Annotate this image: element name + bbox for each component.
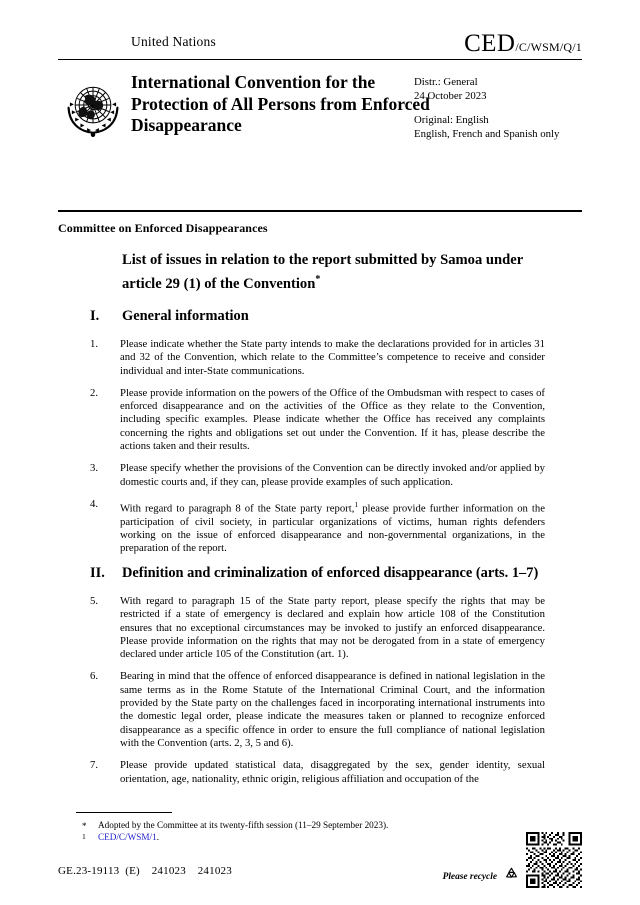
distribution-spacer (414, 103, 604, 114)
available-languages: English, French and Spanish only (414, 127, 560, 140)
paragraph (90, 759, 545, 786)
paragraph-text: With regard to paragraph 15 of the State party report, please specify the rights that may be restricted if a state of emergency is declared and explain how article 108 of the Constitution ensures that no exceptional circumstances may be invoked to justify an enforced disappearance. Please provide information on the rights that may not be derogated from in a state of emergency declared under article 105 of the Constitution (art. 1). (120, 595, 545, 661)
recycle-icon (503, 866, 520, 888)
paragraph (90, 387, 545, 453)
page-title (122, 251, 542, 294)
convention-title: International Convention for the Protection of All Persons from Enforced Disappearance (131, 72, 430, 135)
paragraph-text: Please specify whether the provisions of the Convention can be directly invoked and/or applied by domestic courts and, if they can, please provide examples of such application. (120, 462, 545, 488)
paragraph-number: 3. (90, 462, 99, 475)
paragraph (90, 670, 545, 750)
un-emblem-icon (60, 76, 126, 142)
section-heading-text: General information (122, 308, 249, 324)
recycle-notice (443, 866, 520, 888)
footnote-mark: * (82, 821, 87, 831)
footnote-item (76, 819, 546, 831)
document-symbol (464, 30, 582, 58)
paragraph (90, 498, 545, 556)
section-heading (90, 307, 545, 326)
footnote-text: Adopted by the Committee at its twenty-fifth session (11–29 September 2023). (98, 820, 389, 830)
page-title-text: List of issues in relation to the report submitted by Samoa under article 29 (1) of the Convention (122, 252, 523, 292)
paragraph-text: Please indicate whether the State party intends to make the declarations provided for in articles 31 and 32 of the Convention, which relate to the Committee’s competence to receive and consider individual and inter-State communications. (120, 338, 545, 377)
paragraph-number: 7. (90, 759, 99, 772)
paragraph (90, 462, 545, 489)
document-symbol-prefix: CED (464, 30, 516, 57)
qr-code (526, 832, 582, 888)
paragraph-text-part-1: With regard to paragraph 8 of the State party report, (120, 502, 355, 515)
footnote-reference: 1 (354, 499, 359, 509)
committee-name: Committee on Enforced Disappearances (58, 221, 268, 235)
header-divider-thick (58, 210, 582, 212)
paragraph-number: 6. (90, 670, 99, 683)
document-date: 24 October 2023 (414, 89, 487, 102)
paragraph-text: Please provide information on the powers of the Office of the Ombudsman with respect to cases of enforced disappearance and on the activities of the Office as they relate to the Convention, including specific examples. Please indicate whether the Office has received any complaints concerning the rights and obligations set out under the Convention. If it has, please describe the actions taken and their results. (120, 386, 545, 453)
section-general-information (90, 307, 545, 556)
document-symbol-suffix: /C/WSM/Q/1 (515, 40, 582, 54)
footnote-mark: 1 (82, 832, 86, 842)
footnote-link[interactable]: CED/C/WSM/1 (98, 832, 157, 843)
paragraph (90, 595, 545, 661)
original-language: Original: English (414, 114, 489, 127)
paragraph-number: 1. (90, 338, 99, 350)
footnote-item (76, 831, 546, 843)
ge-code: GE.23-19113 (E) 241023 241023 (58, 865, 232, 877)
recycle-label: Please recycle (442, 872, 497, 882)
header-top-line (58, 30, 582, 57)
section-definition-criminalization (90, 564, 545, 786)
section-heading (90, 564, 545, 583)
section-body (90, 338, 545, 556)
paragraph-number: 2. (90, 386, 99, 399)
paragraph (90, 338, 545, 378)
section-body (90, 595, 545, 786)
document-header (58, 30, 582, 176)
paragraph-text-part-2: please provide further information on the participation of civil society, in particular organizations of victims, human rights defenders working on the issue of enforced disappearance and non-governmental organizations, in the preparation of the report. (120, 502, 545, 555)
footnotes (76, 812, 546, 844)
organization-name: United Nations (131, 34, 216, 49)
page-title-footnote-mark: * (315, 274, 321, 285)
paragraph-text: Please provide updated statistical data, disaggregated by the sex, gender identity, sexual orientation, age, nationality, ethnic origin, religious affiliation and occupation of the (120, 759, 545, 785)
section-numeral: II. (90, 565, 105, 581)
paragraph-number: 4. (90, 497, 99, 510)
distribution-block (414, 76, 604, 141)
distribution-label: Distr.: General (414, 76, 478, 88)
paragraph-text: Bearing in mind that the offence of enforced disappearance is defined in national legislation in the same terms as in the Rome Statute of the International Criminal Court, and the information provided by the State party on the challenges faced in incorporating international instruments into the domestic legal order, please indicate the measures taken or planned to recognize enforced disappearance as a specific offence in order to ensure the full compliance of national legislation with the Convention (arts. 2, 3, 5 and 6). (120, 670, 545, 749)
footnote-separator (76, 812, 172, 813)
masthead (58, 60, 582, 176)
footnote-trailing: . (156, 832, 160, 843)
paragraph-number: 5. (90, 595, 99, 607)
section-numeral: I. (90, 308, 100, 324)
document-footer (58, 862, 582, 902)
section-heading-text: Definition and criminalization of enforced disappearance (arts. 1–7) (122, 565, 539, 581)
